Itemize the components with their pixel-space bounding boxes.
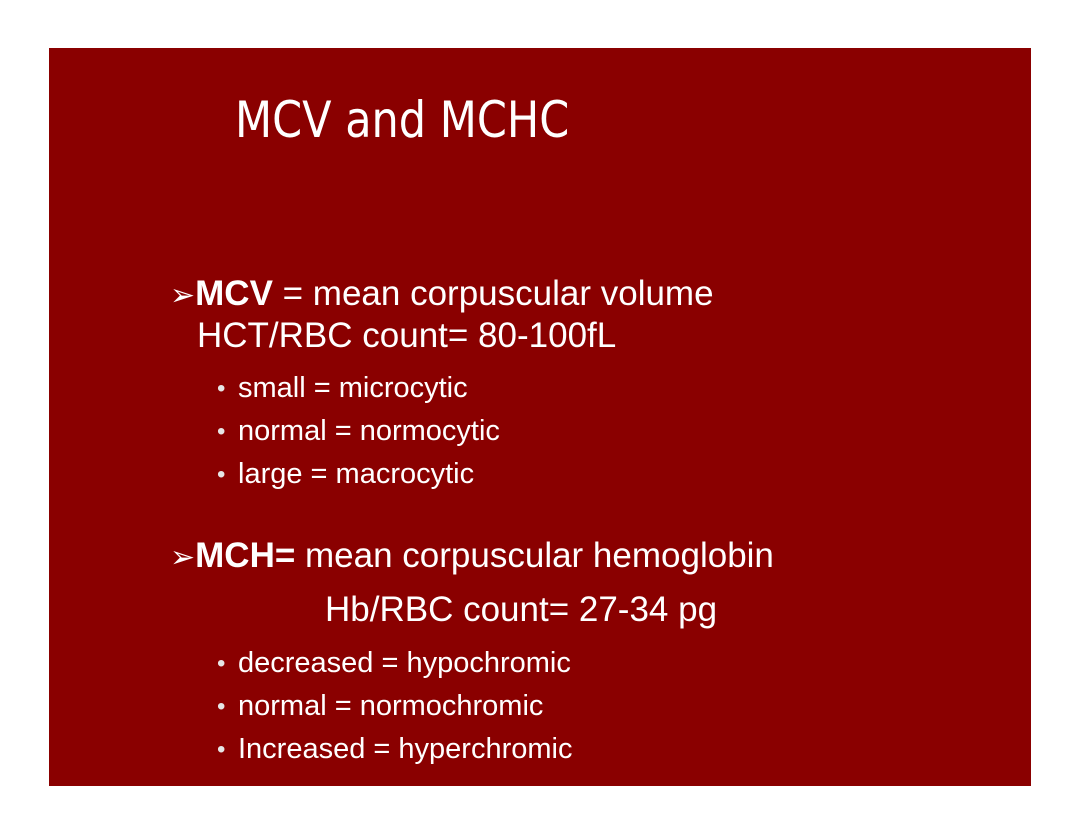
bullet-text: large = macrocytic: [238, 458, 475, 490]
list-item: [170, 453, 714, 496]
list-item: [170, 728, 774, 771]
mcv-bullet-list: [170, 367, 714, 496]
bullet-text: normal = normochromic: [238, 690, 544, 722]
slide-title: MCV and MCHC: [235, 91, 570, 149]
bullet-text: normal = normocytic: [238, 415, 500, 447]
arrow-bullet-icon: ➢: [170, 279, 196, 312]
slide: [49, 48, 1031, 786]
bullet-text: small = microcytic: [238, 372, 468, 404]
bullet-dot-icon: •: [217, 693, 226, 720]
mch-definition: mean corpuscular hemoglobin: [295, 536, 774, 575]
mcv-definition: = mean corpuscular volume: [272, 274, 714, 313]
list-item: [170, 410, 714, 453]
bullet-dot-icon: •: [217, 736, 226, 763]
bullet-dot-icon: •: [217, 375, 226, 402]
bullet-dot-icon: •: [217, 650, 226, 677]
mcv-section: [170, 274, 714, 496]
arrow-bullet-icon: ➢: [170, 541, 196, 574]
list-item: [170, 367, 714, 410]
mch-bullet-list: [170, 642, 774, 771]
mch-formula: Hb/RBC count= 27-34 pg: [325, 590, 718, 629]
bullet-dot-icon: •: [217, 418, 226, 445]
mcv-term: MCV: [195, 274, 273, 313]
bullet-dot-icon: •: [217, 461, 226, 488]
mch-heading: [170, 536, 774, 578]
list-item: [170, 685, 774, 728]
mcv-heading: [170, 274, 714, 316]
list-item: [170, 642, 774, 685]
mch-section: [170, 536, 774, 771]
bullet-text: Increased = hyperchromic: [238, 733, 573, 765]
mch-term: MCH=: [195, 536, 296, 575]
bullet-text: decreased = hypochromic: [238, 647, 571, 679]
mcv-formula: HCT/RBC count= 80-100fL: [197, 316, 617, 355]
